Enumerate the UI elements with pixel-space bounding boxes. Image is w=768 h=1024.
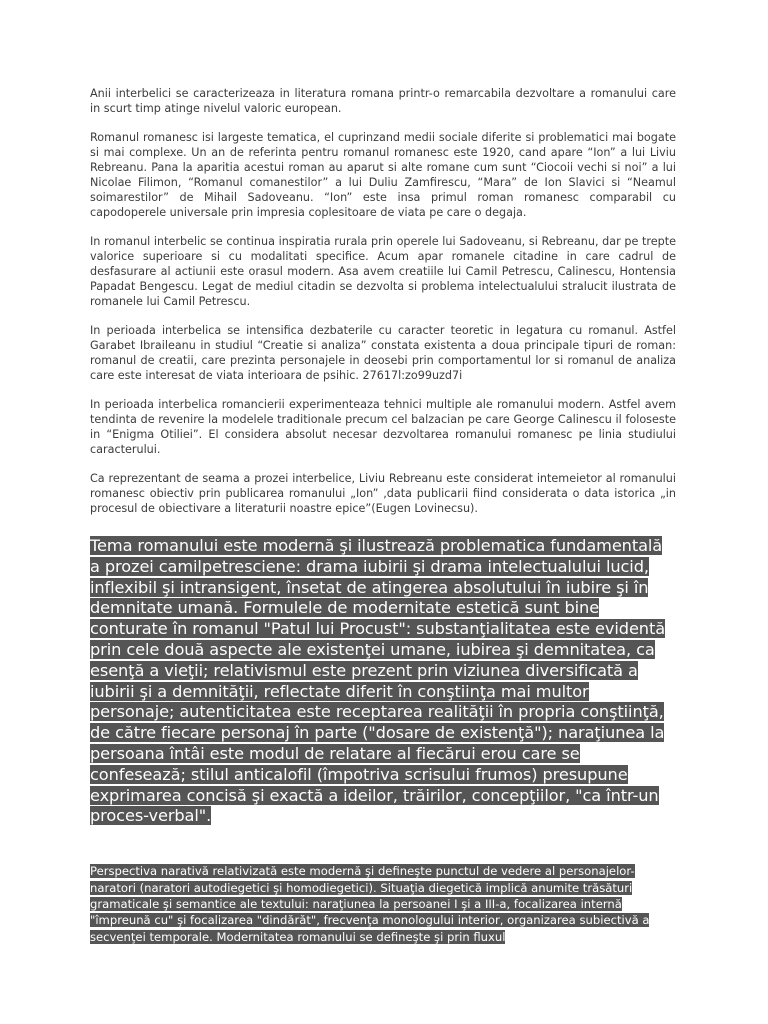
paragraph-rebreanu: Ca reprezentant de seama a prozei interbelice, Liviu Rebreanu este considerat intemeietor al romanului romanesc obiectiv prin publicarea romanului „Ion” ,data publicarii fiind considerata o data istorica „in procesul de obiectivare a literaturii noastre epice”(Eugen Lovinecsu). — [90, 472, 676, 515]
paragraph-thematic-expansion: Romanul romanesc isi largeste tematica, el cuprinzand medii sociale diferite si problematici mai bogate si mai complexe. Un an de referinta pentru romanul romanesc este 1920, cand apare “Ion” a lui Liviu Rebreanu. Pana la aparitia acestui roman au aparut si alte romane cum sunt “Ciocoii vechi si noi” a lui Nicolae Filimon, “Romanul comanestilor” a lui Duliu Zamfirescu, “Mara” de Ion Slavici si “Neamul soimarestilor” de Mihail Sadoveanu. “Ion” este insa primul roman romanesc comparabil cu capodoperele universale prin impresia coplesitoare de viata pe care o degaja. — [90, 131, 676, 219]
highlighted-paragraph-perspective — [90, 863, 676, 945]
document-page — [90, 86, 676, 945]
paragraph-theoretical-debates: In perioada interbelica se intensifica dezbaterile cu caracter teoretic in legatura cu romanul. Astfel Garabet Ibraileanu in studiul “Creatie si analiza” constata existenta a doua principale tipuri de roman: romanul de creatii, care prezinta personajele in deosebi prin comportamentul lor si romanul de analiza care este interesat de viata interioara de psihic. 27617l:zo99uzd7i — [90, 324, 676, 382]
highlighted-paragraph-theme — [90, 536, 676, 827]
paragraph-modern-techniques: In perioada interbelica romancierii experimenteaza tehnici multiple ale romanului modern. Astfel avem tendinta de revenire la modelele traditionale precum cel balzacian pe care George Calinescu il foloseste in “Enigma Otiliei”. El considera absolut necesar dezvoltarea romanului romanesc pe linia studiului caracterului. — [90, 398, 676, 456]
highlighted-text-perspective: Perspectiva narativă relativizată este modernă şi defineşte punctul de vedere al personajelor-naratori (naratori autodiegetici şi homodiegetici). Situaţia diegetică implică anumite trăsături gramaticale şi semantice ale textului: naraţiunea la persoanei I şi a III-a, focalizarea internă "împreună cu" şi focalizarea "dindărăt", frecvenţa monologului interior, organizarea subiectivă a secvenţei temporale. Modernitatea romanului se defineşte şi prin fluxul — [90, 864, 650, 944]
paragraph-intro: Anii interbelici se caracterizeaza in literatura romana printr-o remarcabila dezvoltare a romanului care in scurt timp atinge nivelul valoric european. — [90, 87, 676, 115]
highlighted-text-theme: Tema romanului este modernă şi ilustrează problematica fundamentală a prozei camilpetresciene: drama iubirii şi drama intelectualului lucid, inflexibil şi intransigent, însetat de atingerea absolutului în iubire şi în demnitate umană. Formulele de modernitate estetică sunt bine conturate în romanul "Patul lui Procust": substanţialitatea este evidentă prin cele două aspecte ale existenţei umane, iubirea şi demnitatea, ca esenţă a vieţii; relativismul este prezent prin viziunea diversificată a iubirii şi a demnităţii, reflectate diferit în conştiinţa mai multor personaje; autenticitatea este receptarea realităţii în propria conştiinţă, de către fiecare personaj în parte ("dosare de existenţă"); naraţiunea la persoana întâi este modul de relatare al fiecărui erou care se confesează; stilul anticalofil (împotriva scrisului frumos) presupune exprimarea concisă şi exactă a ideilor, trăirilor, concepţiilor, "ca într-un proces-verbal". — [90, 536, 666, 826]
paragraph-rural-urban: In romanul interbelic se continua inspiratia rurala prin operele lui Sadoveanu, si Rebreanu, dar pe trepte valorice superioare si cu modalitati specifice. Acum apar romanele citadine in care cadrul de desfasurare al actiunii este orasul modern. Asa avem creatiile lui Camil Petrescu, Calinescu, Hontensia Papadat Bengescu. Legat de mediul citadin se dezvolta si problema intelectualului stralucit ilustrata de romanele lui Camil Petrescu. — [90, 235, 676, 308]
